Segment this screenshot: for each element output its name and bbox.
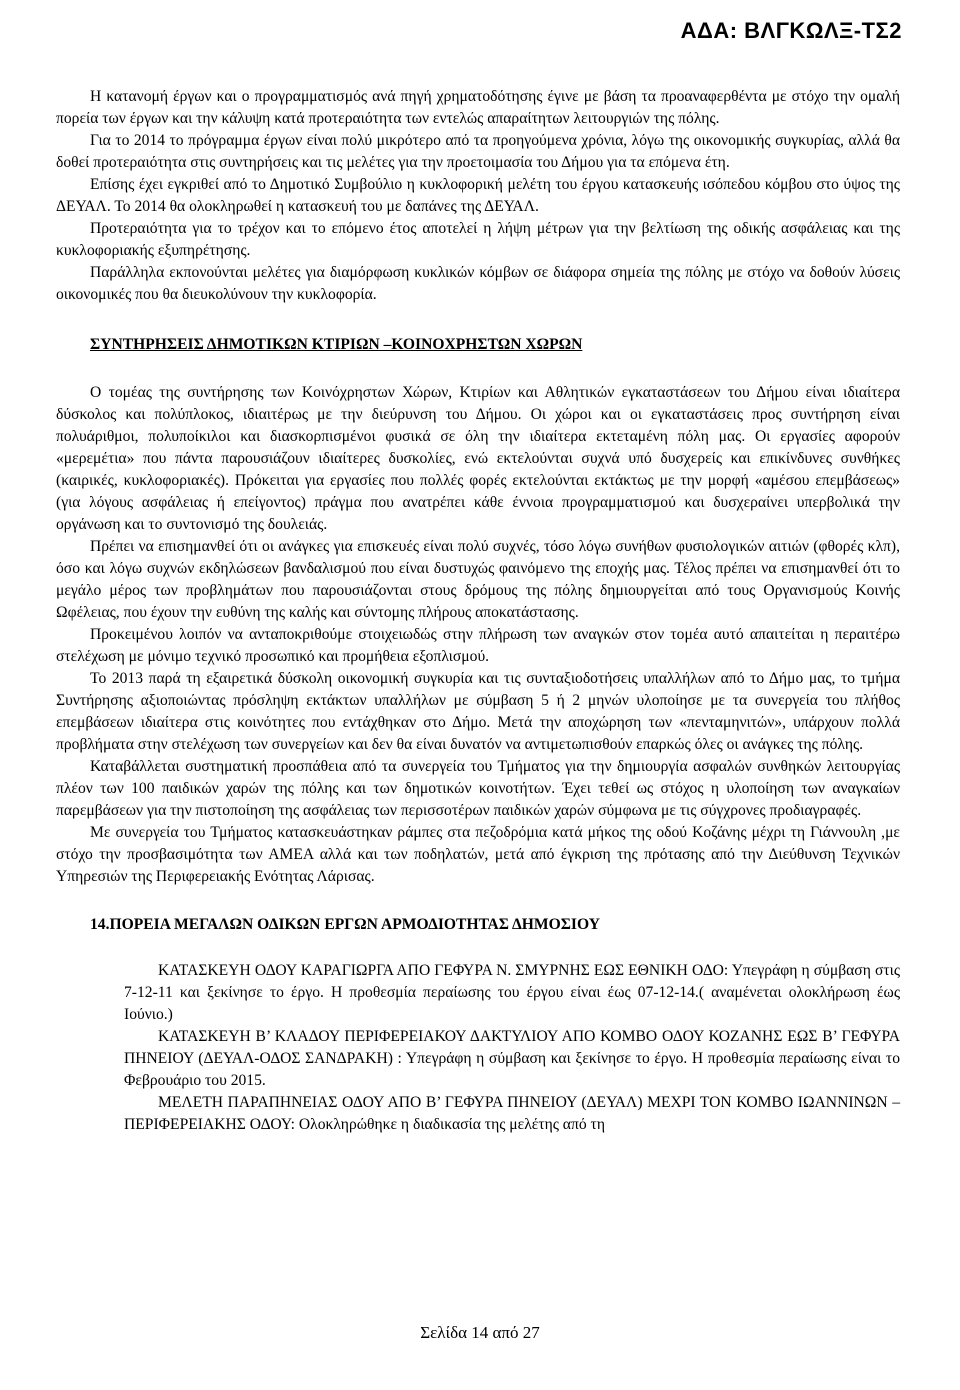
paragraph: Το 2013 παρά τη εξαιρετικά δύσκολη οικονομική συγκυρία και τις συνταξιοδοτήσεις υπαλλήλων από το Δήμο μας, το τμήμα Συντήρησης αξιοποιώντας πρόσληψη εκτάκτων υπαλλήλων με σύμβαση 5 ή 2 μηνών υλοποίησε με τα συνεργεία του πλήθος επεμβάσεων ιδιαίτερα στις κοινότητες που εντάχθηκαν στο Δήμο. Μετά την αποχώρηση των «πενταμηνιτών», υπάρχουν πολλά προβλήματα στην στελέχωση των συνεργείων και δεν θα είναι δυνατόν να αντιμετωπισθούν επαρκώς όλες οι ανάγκες της πόλης. [56, 670, 900, 753]
paragraph: Με συνεργεία του Τμήματος κατασκευάστηκαν ράμπες στα πεζοδρόμια κατά μήκος της οδού Κοζάνης μέχρι τη Γιάννουλη ,με στόχο την προσβασιμότητα των ΑΜΕΑ αλλά και των ποδηλατών, μετά από έγκριση της πρότασης από την Διεύθυνση Τεχνικών Υπηρεσιών της Περιφερειακής Ενότητας Λάρισας. [56, 824, 900, 885]
list-item: ΚΑΤΑΣΚΕΥΗ Β’ ΚΛΑΔΟΥ ΠΕΡΙΦΕΡΕΙΑΚΟΥ ΔΑΚΤΥΛΙΟΥ ΑΠΟ ΚΟΜΒΟ ΟΔΟΥ ΚΟΖΑΝΗΣ ΕΩΣ Β’ ΓΕΦΥΡΑ ΠΗΝΕΙΟΥ (ΔΕΥΑΛ-ΟΔΟΣ ΣΑΝΔΡΑΚΗ) : Υπεγράφη η σύμβαση και ξεκίνησε το έργο. Η προθεσμία περαίωσης είναι το Φεβρουάριο του 2015. [124, 1028, 900, 1089]
paragraph: Για το 2014 το πρόγραμμα έργων είναι πολύ μικρότερο από τα προηγούμενα χρόνια, λόγω της οικονομικής συγκυρίας, αλλά θα δοθεί προτεραιότητα στις συντηρήσεις και τις μελέτες για την προετοιμασία του Δήμου για τα επόμενα έτη. [56, 132, 900, 171]
document-body [56, 86, 900, 1136]
paragraph: Πρέπει να επισημανθεί ότι οι ανάγκες για επισκευές είναι πολύ συχνές, τόσο λόγω συνήθων φυσιολογικών αιτιών (φθορές κλπ), όσο και λόγω συχνών εκδηλώσεων βανδαλισμού που είναι δυστυχώς φαινόμενο της εποχής μας. Τέλος πρέπει να επισημανθεί ότι το μεγάλο μέρος των προβλημάτων που παρουσιάζονται στους δρόμους της πόλης δημιουργείται από τους Οργανισμούς Κοινής Ωφέλειας, που έχουν την ευθύνη της καλής και σύντομης πλήρους αποκατάστασης. [56, 538, 900, 621]
ada-code: ΑΔΑ: ΒΛΓΚΩΛΞ-ΤΣ2 [680, 18, 902, 43]
paragraph: Ο τομέας της συντήρησης των Κοινόχρηστων Χώρων, Κτιρίων και Αθλητικών εγκαταστάσεων του Δήμου είναι ιδιαίτερα δύσκολος και πολύπλοκος, ιδιαιτέρως με την διεύρυνση του Δήμου. Οι χώροι και οι εγκαταστάσεις προς συντήρηση είναι πολυάριθμοι, πολυποίκιλοι και διασκορπισμένοι φυσικά σε όλη την ιδιαίτερα εκτεταμένη πόλη μας. Οι εργασίες αφορούν «μερεμέτια» που πάντα παρουσιάζουν ιδιαίτερες δυσκολίες, ενώ εκτελούνται συχνά υπό δυσχερείς και επικίνδυνες συνθήκες (καιρικές, κυκλοφοριακές). Πρόκειται για εργασίες που πολλές φορές εκτελούνται εκτάκτως με την μορφή «αμέσου επεμβάσεως» (για λόγους ασφάλειας ή επείγοντος) πράγμα που ανατρέπει κάθε έννοια προγραμματισμού και δυσχεραίνει υπερβολικά την οργάνωση και το συντονισμό της δουλειάς. [56, 384, 900, 533]
list-item: ΜΕΛΕΤΗ ΠΑΡΑΠΗΝΕΙΑΣ ΟΔΟΥ ΑΠΟ Β’ ΓΕΦΥΡΑ ΠΗΝΕΙΟΥ (ΔΕΥΑΛ) ΜΕΧΡΙ ΤΟΝ ΚΟΜΒΟ ΙΩΑΝΝΙΝΩΝ – ΠΕΡΙΦΕΡΕΙΑΚΗΣ ΟΔΟΥ: Ολοκληρώθηκε η διαδικασία της μελέτης από τη [124, 1094, 900, 1133]
paragraph: Καταβάλλεται συστηματική προσπάθεια από τα συνεργεία του Τμήματος για την δημιουργία ασφαλών συνθηκών λειτουργίας πλέον των 100 παιδικών χαρών της πόλης και των δημοτικών κοινοτήτων. Έχει τεθεί ως στόχος η υλοποίηση των αναγκαίων παρεμβάσεων για την πιστοποίηση της ασφάλειας των περισσοτέρων παιδικών χαρών σύμφωνα με τις σύγχρονες προδιαγραφές. [56, 758, 900, 819]
page-number: Σελίδα 14 από 27 [420, 1323, 540, 1342]
paragraph: Επίσης έχει εγκριθεί από το Δημοτικό Συμβούλιο η κυκλοφορική μελέτη του έργου κατασκευής ισόπεδου κόμβου στο ύψος της ΔΕΥΑΛ. Το 2014 θα ολοκληρωθεί η κατασκευή του με δαπάνες της ΔΕΥΑΛ. [56, 176, 900, 215]
section-heading-maintenance: ΣΥΝΤΗΡΗΣΕΙΣ ΔΗΜΟΤΙΚΩΝ ΚΤΙΡΙΩΝ –ΚΟΙΝΟΧΡΗΣΤΩΝ ΧΩΡΩΝ [90, 336, 583, 353]
paragraph: Προτεραιότητα για το τρέχον και το επόμενο έτος αποτελεί η λήψη μέτρων για την βελτίωση της οδικής ασφάλειας και της κυκλοφοριακής εξυπηρέτησης. [56, 220, 900, 259]
list-item: ΚΑΤΑΣΚΕΥΗ ΟΔΟΥ ΚΑΡΑΓΙΩΡΓΑ ΑΠΟ ΓΕΦΥΡΑ Ν. ΣΜΥΡΝΗΣ ΕΩΣ ΕΘΝΙΚΗ ΟΔΟ: Υπεγράφη η σύμβαση στις 7-12-11 και ξεκίνησε το έργο. Η προθεσμία περαίωσης του έργου είναι έως 07-12-14.( αναμένεται ολοκλήρωση έως Ιούνιο.) [124, 962, 900, 1023]
section-heading-road-works: 14.ΠΟΡΕΙΑ ΜΕΓΑΛΩΝ ΟΔΙΚΩΝ ΕΡΓΩΝ ΑΡΜΟΔΙΟΤΗΤΑΣ ΔΗΜΟΣΙΟΥ [90, 916, 600, 933]
paragraph: Παράλληλα εκπονούνται μελέτες για διαμόρφωση κυκλικών κόμβων σε διάφορα σημεία της πόλης με στόχο να δοθούν λύσεις οικονομικές που θα διευκολύνουν την κυκλοφορία. [56, 264, 900, 303]
paragraph: Προκειμένου λοιπόν να ανταποκριθούμε στοιχειωδώς στην πλήρωση των αναγκών στον τομέα αυτό απαιτείται η περαιτέρω στελέχωση με μόνιμο τεχνικό προσωπικό και προμήθεια εξοπλισμού. [56, 626, 900, 665]
paragraph: Η κατανομή έργων και ο προγραμματισμός ανά πηγή χρηματοδότησης έγινε με βάση τα προαναφερθέντα με στόχο την ομαλή πορεία των έργων και την κάλυψη κατά προτεραιότητα των εντελώς απαραίτητων λειτουργιών της πόλης. [56, 88, 900, 127]
